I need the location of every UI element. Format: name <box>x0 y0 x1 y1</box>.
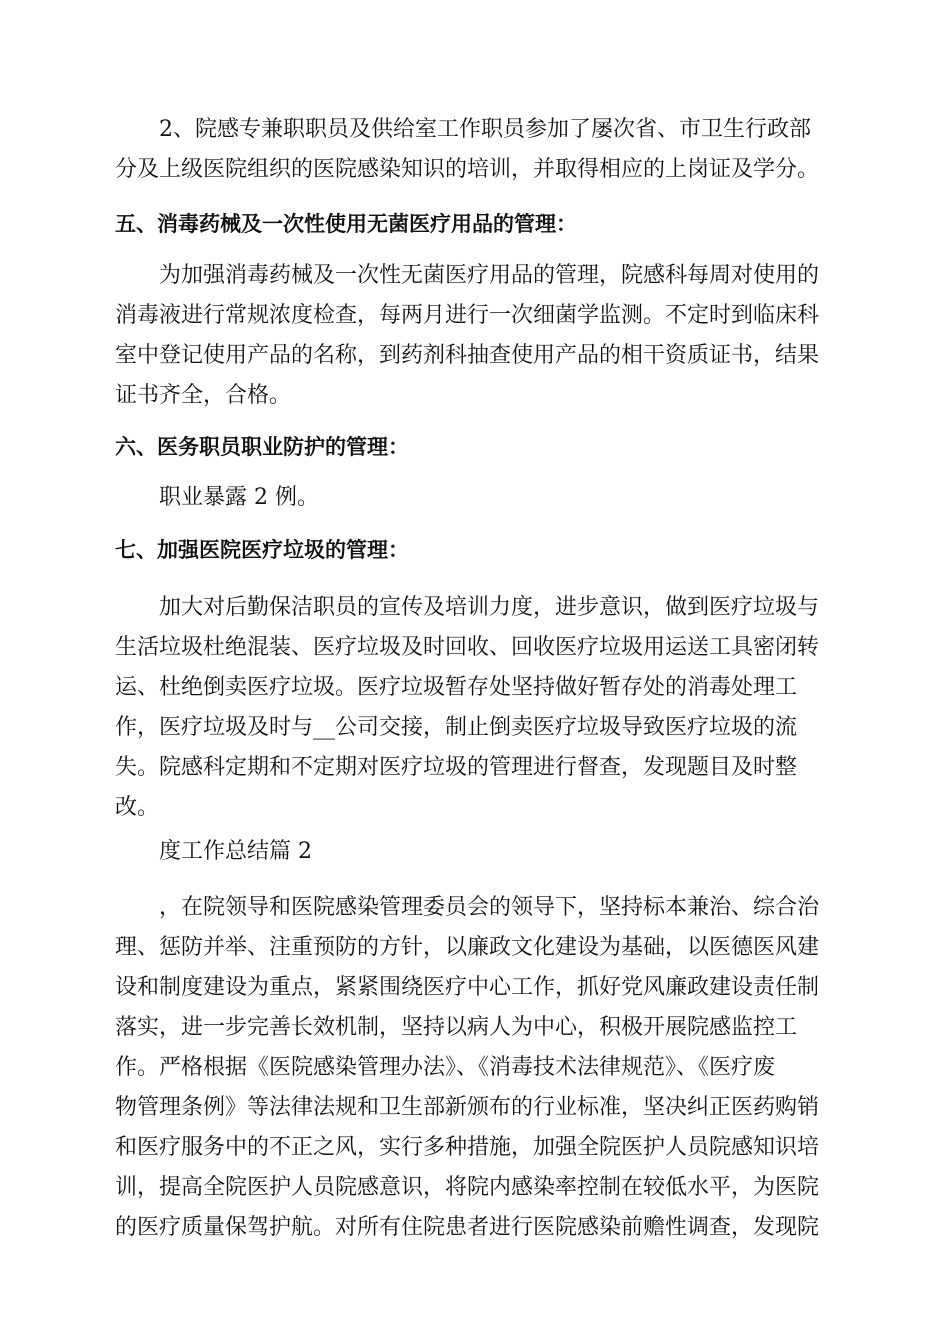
text-line: 消毒液进行常规浓度检查，每两月进行一次细菌学监测。不定时到临床科 <box>115 303 820 328</box>
text-line: 改。 <box>115 795 160 820</box>
text-line: 设和制度建设为重点，紧紧围绕医疗中心工作，抓好党风廉政建设责任制 <box>115 975 820 1000</box>
paragraph-disinfection <box>115 256 835 416</box>
text-line: 2、院感专兼职职员及供给室工作职员参加了屡次省、市卫生行政部 <box>159 117 811 142</box>
section-heading-7: 七、加强医院医疗垃圾的管理： <box>115 538 409 562</box>
text-line: 作，医疗垃圾及时与__公司交接，制止倒卖医疗垃圾导致医疗垃圾的流 <box>115 715 798 740</box>
section-heading-6: 六、医务职员职业防护的管理： <box>115 435 409 459</box>
text-line: 落实，进一步完善长效机制，坚持以病人为中心，积极开展院感监控工 <box>115 1015 798 1040</box>
text-line: 理、惩防并举、注重预防的方针，以廉政文化建设为基础，以医德医风建 <box>115 935 820 960</box>
text-line: 训，提高全院医护人员院感意识，将院内感染率控制在较低水平，为医院 <box>115 1175 820 1200</box>
paragraph-medical-waste <box>115 588 835 828</box>
text-line: 失。院感科定期和不定期对医疗垃圾的管理进行督查，发现题目及时整 <box>115 755 798 780</box>
summary-title <box>115 832 835 872</box>
text-line: 和医疗服务中的不正之风，实行多种措施，加强全院医护人员院感知识培 <box>115 1135 820 1160</box>
text-line: ，在院领导和医院感染管理委员会的领导下，坚持标本兼治、综合治 <box>159 895 820 920</box>
text-line: 室中登记使用产品的名称，到药剂科抽查使用产品的相干资质证书，结果 <box>115 343 820 368</box>
text-line: 物管理条例》等法律法规和卫生部新颁布的行业标准，坚决纠正医药购销 <box>115 1095 820 1120</box>
text-line: 分及上级医院组织的医院感染知识的培训，并取得相应的上岗证及学分。 <box>115 157 820 182</box>
text-line: 职业暴露 2 例。 <box>159 485 319 510</box>
text-line: 为加强消毒药械及一次性无菌医疗用品的管理，院感科每周对使用的 <box>159 263 820 288</box>
text-line: 的医疗质量保驾护航。对所有住院患者进行医院感染前赡性调查，发现院 <box>115 1215 820 1240</box>
text-line: 度工作总结篇 2 <box>159 839 312 864</box>
paragraph-training <box>115 110 835 190</box>
text-line: 加大对后勤保洁职员的宣传及培训力度，进步意识，做到医疗垃圾与 <box>159 595 820 620</box>
section-heading-5: 五、消毒药械及一次性使用无菌医疗用品的管理： <box>115 212 577 236</box>
paragraph-occupational <box>115 478 835 518</box>
paragraph-summary <box>115 888 835 1248</box>
text-line: 作。严格根据《医院感染管理办法》、《消毒技术法律规范》、《医疗废 <box>115 1055 776 1080</box>
text-line: 生活垃圾杜绝混装、医疗垃圾及时回收、回收医疗垃圾用运送工具密闭转 <box>115 635 820 660</box>
text-line: 证书齐全，合格。 <box>115 383 292 408</box>
text-line: 运、杜绝倒卖医疗垃圾。医疗垃圾暂存处坚持做好暂存处的消毒处理工 <box>115 675 798 700</box>
